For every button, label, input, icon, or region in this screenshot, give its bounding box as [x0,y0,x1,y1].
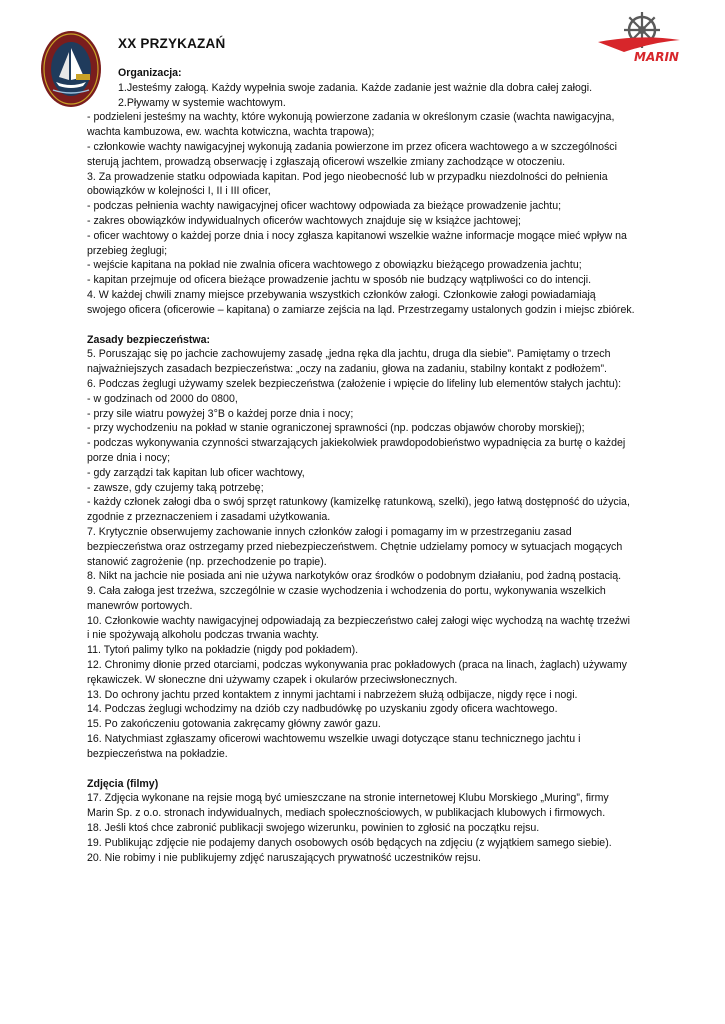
section-heading: Organizacja: [118,67,182,79]
rule-item: 16. Natychmiast zgłaszamy oficerowi wachtowemu wszelkie uwagi dotyczące stanu technicznego jachtu i bezpieczeństwa na pokładzie. [87,733,581,760]
rule-item: 14. Podczas żeglugi wchodzimy na dziób czy nadbudówkę po uzyskaniu zgody oficera wachtowego. [87,703,558,716]
rule-item: 1.Jesteśmy załogą. Każdy wypełnia swoje zadania. Każde zadanie jest ważnie dla dobra całej załogi. [118,81,593,94]
rule-item: 5. Poruszając się po jachcie zachowujemy zasadę „jedna ręka dla jachtu, druga dla siebie”. Pamiętamy o trzech najważniejszych zasadach bezpieczeństwa: „oczy na zadaniu, głowa na zadaniu, stabilny kontakt z podłożem”. [87,348,611,376]
section-zdjecia [87,791,635,865]
marin-wordmark: MARIN [634,50,679,64]
section-zasady-bezpieczenstwa [87,347,635,761]
rule-item: - zakres obowiązków indywidualnych oficerów wachtowych znajduje się w książce jachtowej; [87,214,521,227]
rule-item: - członkowie wachty nawigacyjnej wykonują zadania powierzone im przez oficera wachtowego a w szczególności sterują jachtem, prowadzą obserwację i zgłaszają oficerowi wszelkie zmiany zachodzące w otoczeniu. [87,140,617,168]
marin-logo [594,12,684,64]
document-body [87,66,635,865]
rule-item: 4. W każdej chwili znamy miejsce przebywania wszystkich członków załogi. Członkowie załogi powiadamiają swojego oficera (oficerowie – kapitana) o zamiarze zejścia na ląd. Przestrzegamy ustalonych godzin i miejsc zbiórek. [87,288,635,316]
rule-item: 17. Zdjęcia wykonane na rejsie mogą być umieszczane na stronie internetowej Klubu Morskiego „Muring”, firmy Marin Sp. z o.o. stronach indywidualnych, mediach społecznościowych, w publikacjach klubowych i firmowych. [87,792,609,820]
section-heading: Zdjęcia (filmy) [87,777,159,790]
rule-item: 3. Za prowadzenie statku odpowiada kapitan. Pod jego nieobecność lub w przypadku niezdolności do pełnienia obowiązków w kolejności I, II i III oficer, [87,170,608,198]
rule-item: 20. Nie robimy i nie publikujemy zdjęć naruszających prywatność uczestników rejsu. [87,851,481,864]
rule-item: - każdy członek załogi dba o swój sprzęt ratunkowy (kamizelkę ratunkową, szelki), jego łatwą dostępność do użycia, zgodnie z przeznaczeniem i zasadami użytkowania. [87,496,630,524]
rule-item: - gdy zarządzi tak kapitan lub oficer wachtowy, [87,466,305,479]
rule-item: - zawsze, gdy czujemy taką potrzebę; [87,481,264,494]
rule-item: - podczas wykonywania czynności stwarzających jakiekolwiek prawdopodobieństwo wypadnięcia za burtę o każdej porze dnia i nocy; [87,437,626,464]
rule-item: 13. Do ochrony jachtu przed kontaktem z innymi jachtami i nabrzeżem służą odbijacze, nigdy ręce i nogi. [87,688,578,701]
rule-item: 9. Cała załoga jest trzeźwa, szczególnie w czasie wychodzenia i wchodzenia do portu, wykonywania wszelkich manewrów portowych. [87,585,606,612]
rule-item: 15. Po zakończeniu gotowania zakręcamy główny zawór gazu. [87,718,381,731]
rule-item: - podczas pełnienia wachty nawigacyjnej oficer wachtowy odpowiada za bieżące prowadzenie jachtu; [87,200,562,213]
section-organizacja [87,81,635,318]
rule-item: - w godzinach od 2000 do 0800, [87,392,238,405]
rule-item: 2.Pływamy w systemie wachtowym. [118,96,286,109]
rule-item: 6. Podczas żeglugi używamy szelek bezpieczeństwa (założenie i wpięcie do lifeliny lub elementów stałych jachtu): [87,377,622,390]
rule-item: 10. Członkowie wachty nawigacyjnej odpowiadają za bezpieczeństwo całej załogi więc wychodzą na wachtę trzeźwi i nie spożywają alkoholu podczas trwania wachty. [87,614,630,642]
rule-item: - oficer wachtowy o każdej porze dnia i nocy zgłasza kapitanowi wszelkie ważne informacje mogące mieć wpływ na przebieg żeglugi; [87,229,627,257]
spacer [87,762,635,777]
rule-item: 19. Publikując zdjęcie nie podajemy danych osobowych osób będących na zdjęciu (z wyjątkiem samego siebie). [87,836,612,849]
rule-item: - podzieleni jesteśmy na wachty, które wykonują powierzone zadania w określonym czasie (wachta nawigacyjna, wachta kambuzowa, ew. wachta kotwiczna, wachta trapowa); [87,111,615,139]
rule-item: - wejście kapitana na pokład nie zwalnia oficera wachtowego z obowiązku bieżącego prowadzenia jachtu; [87,259,582,272]
ship-wheel-icon [594,12,684,64]
rule-item: 18. Jeśli ktoś chce zabronić publikacji swojego wizerunku, powinien to zgłosić na początku rejsu. [87,822,540,835]
spacer [87,318,635,333]
rule-item: 8. Nikt na jachcie nie posiada ani nie używa narkotyków oraz środków o podobnym działaniu, pod żadną postacią. [87,570,622,583]
rule-item: - kapitan przejmuje od oficera bieżące prowadzenie jachtu w sposób nie budzący wątpliwości co do intencji. [87,274,592,287]
rule-item: 11. Tytoń palimy tylko na pokładzie (nigdy pod pokładem). [87,644,359,657]
rule-item: - przy wychodzeniu na pokład w stanie ograniczonej sprawności (np. podczas objawów choroby morskiej); [87,422,585,435]
rule-item: 12. Chronimy dłonie przed otarciami, podczas wykonywania prac pokładowych (praca na linach, żaglach) używamy rękawiczek. W słoneczne dni używamy czapek i okularów przeciwsłonecznych. [87,659,627,686]
section-heading: Zasady bezpieczeństwa: [87,333,211,346]
rule-item: - przy sile wiatru powyżej 3°B o każdej porze dnia i nocy; [87,407,354,420]
document-title: XX PRZYKAZAŃ [118,36,226,51]
rule-item: 7. Krytycznie obserwujemy zachowanie innych członków załogi i pomagamy im w przestrzeganiu zasad bezpieczeństwa oraz ostrzegamy przed niebezpieczeństwem. Chętnie udzielamy pomocy w sytuacjach mogących stanowić zagrożenie (np. przechodzenie po trapie). [87,525,623,568]
